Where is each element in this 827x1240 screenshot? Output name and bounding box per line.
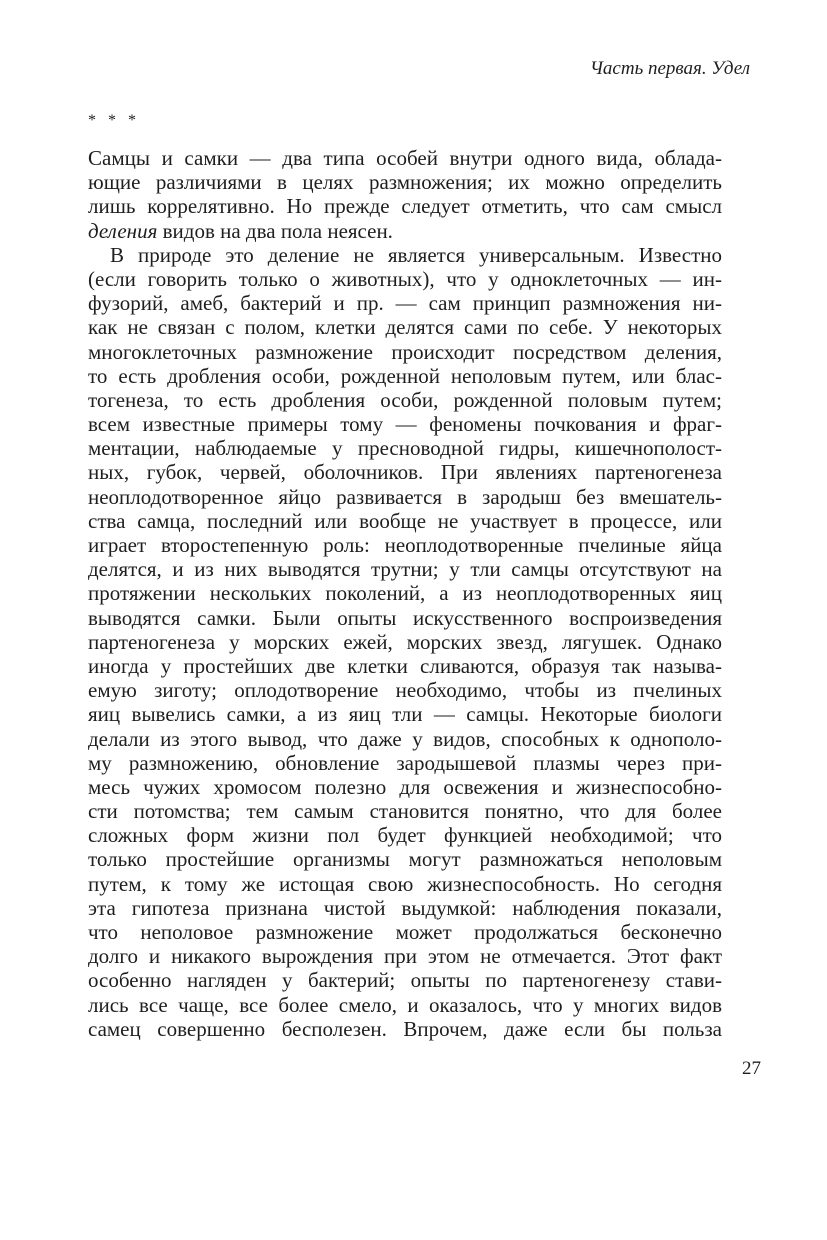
line-text: играет второстепенную роль: неоплодотворенные пчелиные яйца (88, 533, 722, 557)
line-text: ства самца, последний или вообще не участвует в процессе, или (88, 508, 722, 533)
text-line (88, 606, 722, 630)
text-line (88, 896, 722, 920)
line-text: сложных форм жизни пол будет функцией необходимой; что (88, 823, 722, 848)
line-text: что неполовое размножение может продолжаться бесконечно (88, 920, 722, 944)
text-line (88, 146, 722, 170)
line-text: протяжении нескольких поколений, а из неоплодотворенных яиц (88, 581, 722, 606)
line-text: эта гипотеза признана чистой выдумкой: наблюдения показали, (88, 895, 722, 920)
line-text: самец совершенно бесполезен. Впрочем, даже если бы польза (88, 1016, 722, 1041)
text-line (88, 364, 722, 388)
text-line (88, 388, 722, 412)
line-text: особенно нагляден у бактерий; опыты по партеногенезу стави- (88, 968, 722, 993)
line-text: месь чужих хромосом полезно для освежения и жизнеспособно- (88, 774, 722, 799)
line-text: неоплодотворенное яйцо развивается в зародыш без вмешатель- (88, 484, 722, 509)
text-line (88, 340, 722, 364)
text-line (88, 412, 722, 436)
text-line (88, 1017, 722, 1041)
text-line (88, 170, 722, 194)
line-text: емую зиготу; оплодотворение необходимо, чтобы из пчелиных (88, 678, 722, 703)
line-text: выводятся самки. Были опыты искусственного воспроизведения (88, 605, 722, 630)
text-line (88, 243, 722, 267)
text-line (88, 968, 722, 992)
line-text: лись все чаще, все более смело, и оказалось, что у многих видов (88, 992, 722, 1017)
text-line (88, 509, 722, 533)
line-text: В природе это деление не является универсальным. Известно (110, 242, 722, 267)
line-text: Самцы и самки — два типа особей внутри одного вида, облада- (88, 146, 722, 170)
text-line (88, 436, 722, 460)
text-line (88, 315, 722, 339)
emphasized-word: деления (88, 218, 158, 243)
line-text: долго и никакого вырождения при этом не отмечается. Этот факт (88, 944, 722, 969)
page-number: 27 (742, 1058, 761, 1079)
line-text: видов на два пола неясен. (157, 218, 393, 243)
line-text: тогенеза, то есть дробления особи, рожденной половым путем; (88, 387, 722, 412)
line-text: то есть дробления особи, рожденной неполовым путем, или блас- (88, 363, 722, 388)
line-text: ных, губок, червей, оболочников. При явлениях партеногенеза (88, 460, 722, 485)
line-text: путем, к тому же истощая свою жизнеспособность. Но сегодня (88, 871, 722, 896)
text-line (88, 920, 722, 944)
line-text: яиц вывелись самки, а из яиц тли — самцы. Некоторые биологи (88, 702, 722, 727)
line-text: лишь коррелятивно. Но прежде следует отметить, что сам смысл (88, 194, 722, 219)
text-line (88, 775, 722, 799)
text-line (88, 678, 722, 702)
text-line (88, 944, 722, 968)
text-line (88, 993, 722, 1017)
line-text: ментации, наблюдаемые у пресноводной гидры, кишечнополост- (88, 436, 722, 461)
text-line (88, 460, 722, 484)
text-line (88, 823, 722, 847)
text-line (88, 727, 722, 751)
text-line (88, 872, 722, 896)
text-line (88, 702, 722, 726)
running-header: Часть первая. Удел (589, 58, 750, 79)
text-line (88, 267, 722, 291)
line-text: иногда у простейших две клетки сливаются, образуя так называ- (88, 653, 722, 678)
text-line (88, 291, 722, 315)
text-line (88, 847, 722, 871)
line-text: только простейшие организмы могут размножаться неполовым (88, 847, 722, 872)
line-text: сти потомства; тем самым становится понятно, что для более (88, 799, 722, 824)
line-text: (если говорить только о животных), что у одноклеточных — ин- (88, 266, 722, 291)
text-line (88, 557, 722, 581)
line-text: многоклеточных размножение происходит посредством деления, (88, 339, 722, 364)
text-line (88, 581, 722, 605)
text-line (88, 533, 722, 557)
line-text: как не связан с полом, клетки делятся сами по себе. У некоторых (88, 315, 722, 340)
line-text: фузорий, амеб, бактерий и пр. — сам принцип размножения ни- (88, 291, 722, 316)
line-text: ющие различиями в целях размножения; их можно определить (88, 170, 722, 195)
line-text: всем известные примеры тому — феномены почкования и фраг- (88, 412, 722, 437)
text-line (88, 799, 722, 823)
text-line (88, 485, 722, 509)
line-text: му размножению, обновление зародышевой плазмы через при- (88, 750, 722, 775)
text-line (88, 219, 722, 243)
text-line (88, 751, 722, 775)
line-text: партеногенеза у морских ежей, морских звезд, лягушек. Однако (88, 629, 722, 654)
line-text: делали из этого вывод, что даже у видов, способных к однополо- (88, 726, 722, 751)
text-line (88, 630, 722, 654)
line-text: делятся, и из них выводятся трутни; у тли самцы отсутствуют на (88, 557, 722, 582)
text-line (88, 194, 722, 218)
body-text (88, 146, 722, 1041)
section-break: * * * (88, 112, 140, 129)
text-line (88, 654, 722, 678)
